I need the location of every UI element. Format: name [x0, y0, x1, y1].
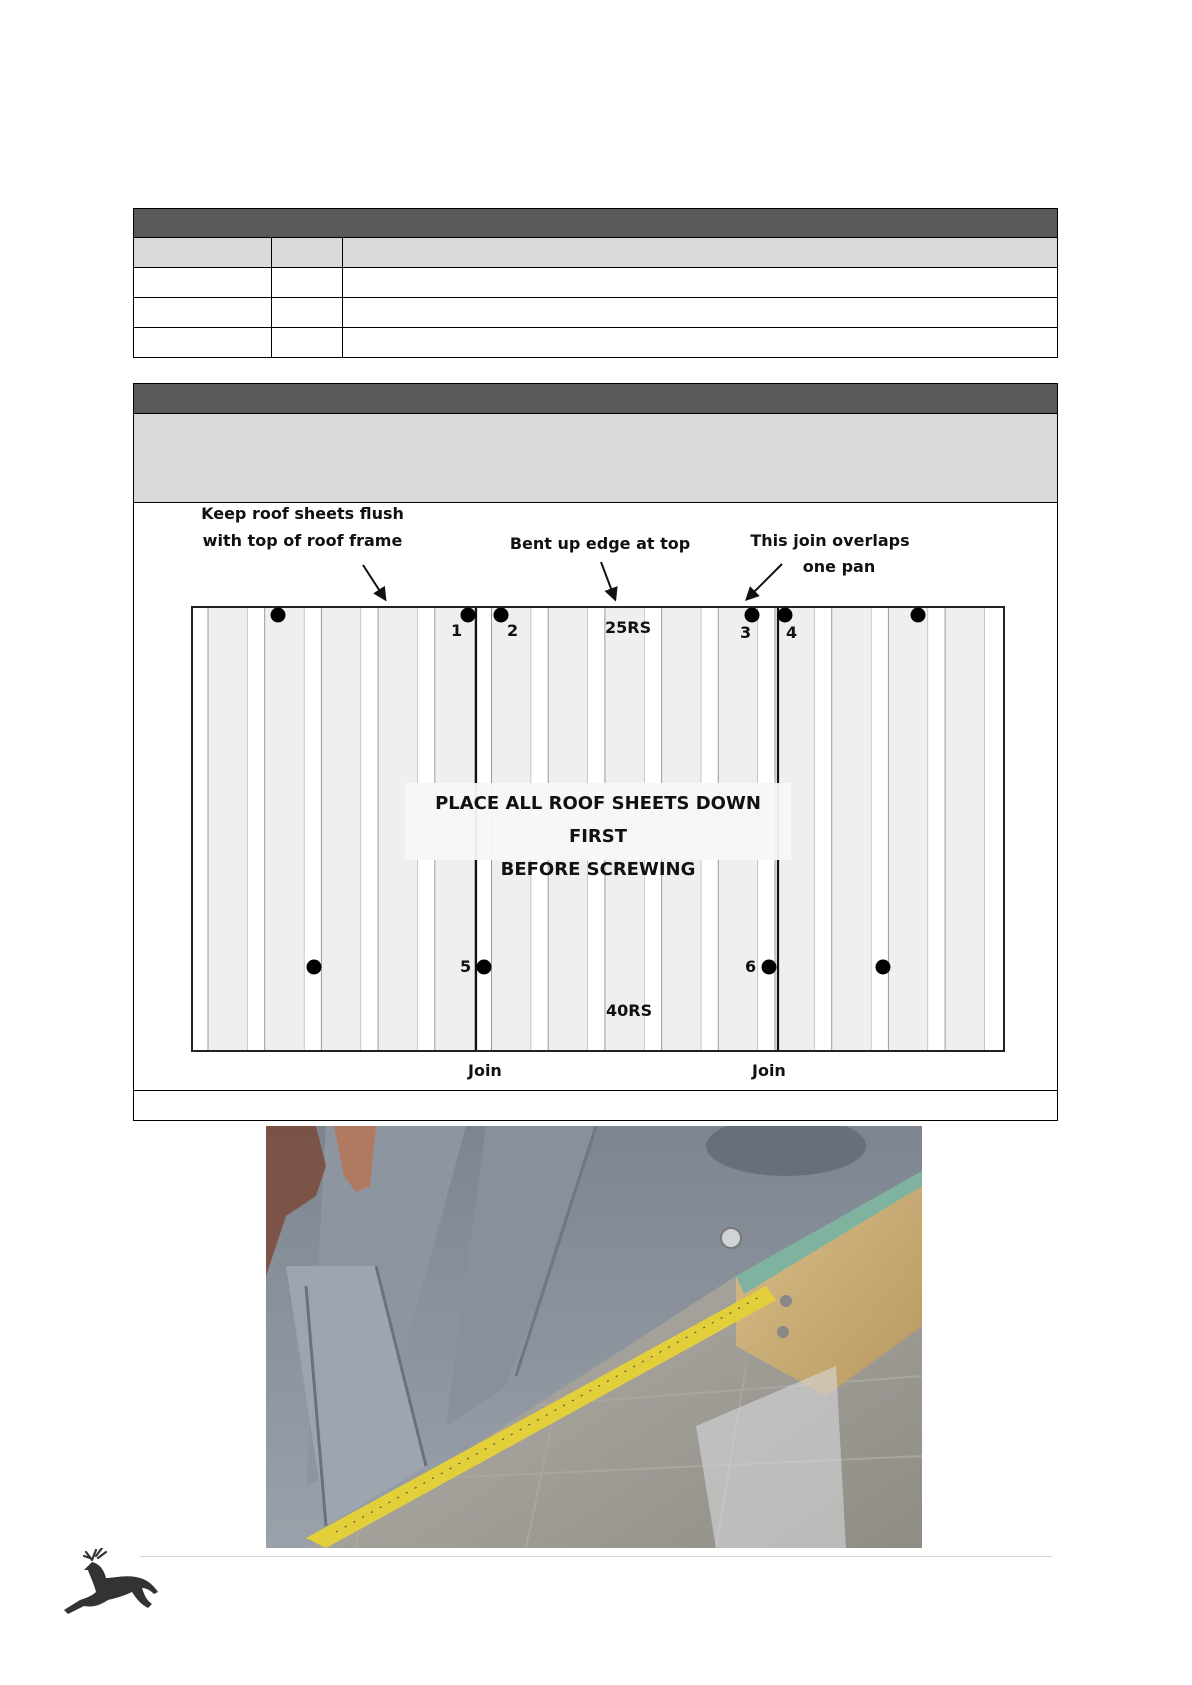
roof-pan	[832, 607, 872, 1051]
screw-number-6: 6	[745, 957, 757, 976]
roof-edge-photo	[266, 1126, 922, 1548]
roof-pan	[945, 607, 985, 1051]
annotation-overlap-line1: This join overlaps	[750, 531, 910, 550]
screw-dot	[876, 960, 891, 975]
roof-pan	[888, 607, 928, 1051]
screw-number-4: 4	[786, 623, 798, 642]
roof-rib	[815, 607, 832, 1051]
roof-rib	[248, 607, 265, 1051]
photo-illustration	[266, 1126, 922, 1548]
arrow-bent-edge	[601, 562, 615, 599]
screw-number-2: 2	[507, 621, 519, 640]
sheet-label-bottom: 40RS	[606, 1001, 653, 1020]
roof-rib	[985, 607, 1002, 1051]
screw-dot	[307, 960, 322, 975]
roof-pan	[208, 607, 248, 1051]
screw-dot	[778, 608, 793, 623]
screw-number-1: 1	[451, 621, 463, 640]
screw-number-3: 3	[740, 623, 752, 642]
annotation-overlap-line2: one pan	[802, 557, 876, 576]
roof-pan	[265, 607, 305, 1051]
screw-dot	[271, 608, 286, 623]
join-label-left: Join	[468, 1061, 502, 1080]
screw-dot	[477, 960, 492, 975]
join-label-right: Join	[752, 1061, 786, 1080]
screw-dot	[461, 608, 476, 623]
step-title-bar	[134, 384, 1057, 414]
center-note-line1: PLACE ALL ROOF SHEETS DOWN FIRST	[435, 793, 761, 847]
screw-dot	[911, 608, 926, 623]
screw-dot	[762, 960, 777, 975]
footer-divider	[140, 1556, 1052, 1557]
leaping-deer-logo-icon	[62, 1548, 162, 1623]
center-note-line2: BEFORE SCREWING	[500, 859, 696, 880]
roof-rib	[361, 607, 378, 1051]
parts-table	[133, 208, 1058, 358]
sheet-label-top: 25RS	[605, 618, 652, 637]
roof-rib	[871, 607, 888, 1051]
annotation-flush-line2: with top of roof frame	[202, 531, 403, 550]
parts-table-header-row	[134, 238, 1058, 268]
table-row	[134, 268, 1058, 298]
arrow-flush	[363, 565, 385, 599]
annotation-flush-line1: Keep roof sheets flush	[201, 504, 404, 523]
table-row	[134, 328, 1058, 358]
roof-rib	[928, 607, 945, 1051]
step-instructions	[134, 414, 1057, 503]
screw-number-5: 5	[460, 957, 472, 976]
annotation-bent-edge: Bent up edge at top	[509, 534, 691, 553]
screw-dot	[745, 608, 760, 623]
roof-rib	[304, 607, 321, 1051]
parts-table-title-row	[134, 209, 1058, 238]
arrow-overlap	[747, 564, 782, 599]
table-row	[134, 298, 1058, 328]
center-note	[405, 787, 791, 886]
roof-pan	[321, 607, 361, 1051]
